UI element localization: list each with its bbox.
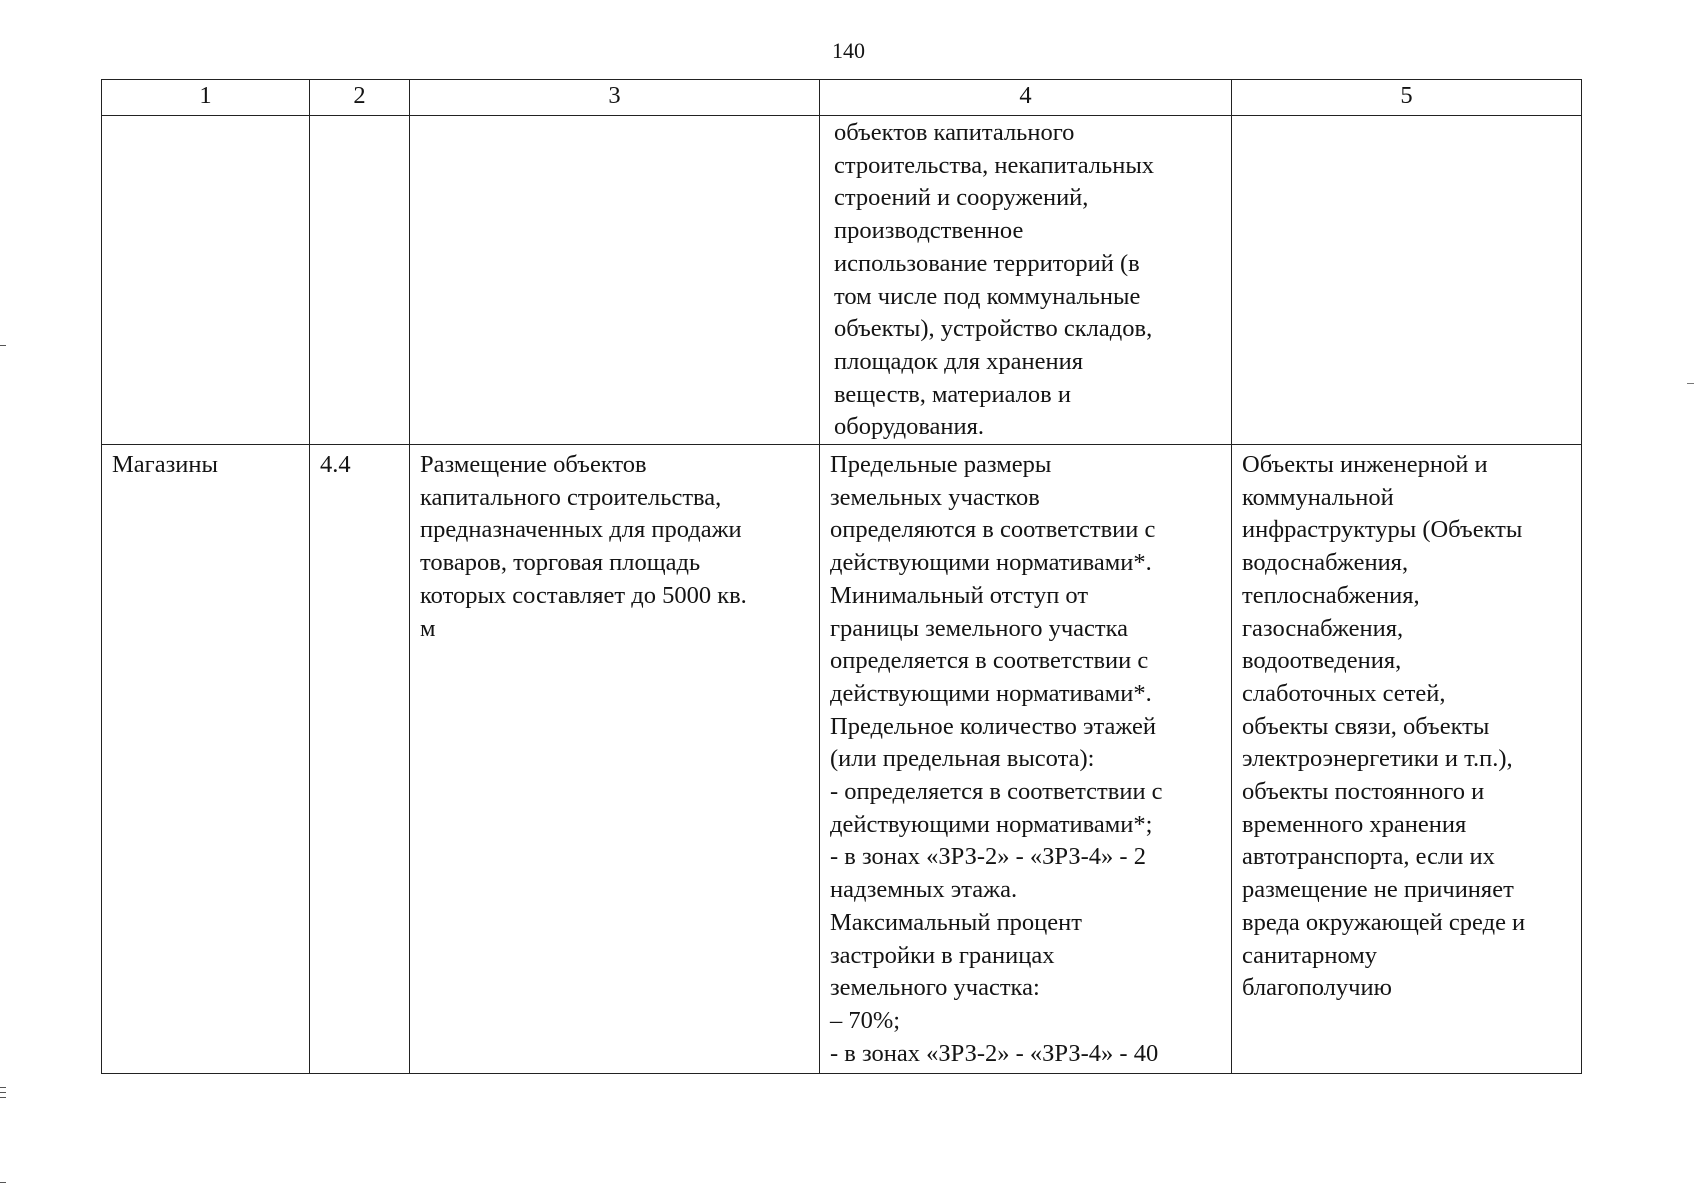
text-line: земельных участков [830,483,1040,511]
text-line: веществ, материалов и [834,380,1071,408]
text-line: коммунальной [1242,483,1394,511]
page-number: 140 [832,38,865,63]
header-row [102,80,1582,116]
header-col-4: 4 [820,80,1232,116]
text-line: том числе под коммунальные [834,282,1141,310]
text-line: - в зонах «ЗРЗ-2» - «ЗРЗ-4» - 40 [830,1039,1159,1067]
continuation-cell-5 [1232,116,1582,445]
text-line: Размещение объектов [420,451,647,479]
text-line: объектов капитального [834,119,1075,146]
text-line: определяются в соответствии с [830,516,1156,544]
text-line: строений и сооружений, [834,184,1089,212]
text-line: объекты постоянного и [1242,778,1485,806]
text-line: м [420,614,436,642]
auxiliary-uses-cell [1232,445,1582,1074]
text-line: - в зонах «ЗРЗ-2» - «ЗРЗ-4» - 2 [830,843,1146,871]
text-line: площадок для хранения [834,347,1084,375]
text-line: – 70%; [830,1006,901,1034]
text-line: товаров, торговая площадь [420,549,701,577]
use-parameters-cell [820,445,1232,1074]
text-line: которых составляет до 5000 кв. [420,581,747,609]
text-line: объекты), устройство складов, [834,315,1153,343]
scan-artifact-mark [0,1087,6,1088]
text-line: инфраструктуры (Объекты [1242,516,1523,544]
continuation-cell-2 [310,116,410,445]
text-line: водоотведения, [1242,647,1402,675]
text-line: границы земельного участка [830,614,1129,642]
table-row-continuation [102,116,1582,445]
use-description-cell [410,445,820,1074]
text-line: размещение не причиняет [1242,876,1514,904]
use-name: Магазины [112,451,218,479]
continuation-parameters-cell [820,116,1232,445]
header-col-3: 3 [410,80,820,116]
text-line: действующими нормативами*. [830,549,1152,577]
text-line: застройки в границах [830,941,1055,969]
text-line: благополучию [1242,974,1392,1002]
text-line: земельного участка: [830,974,1040,1002]
use-code: 4.4 [320,451,351,479]
text-line: вреда окружающей среде и [1242,908,1526,936]
table-row-shops [102,445,1582,1074]
text-line: действующими нормативами*; [830,810,1153,838]
scan-artifact-mark [0,1092,6,1093]
text-line: оборудования. [834,413,985,441]
text-line: электроэнергетики и т.п.), [1242,745,1513,773]
text-line: предназначенных для продажи [420,516,742,544]
text-line: (или предельная высота): [830,745,1095,773]
text-line: капитального строительства, [420,483,722,511]
text-line: объекты связи, объекты [1242,712,1490,740]
text-line: Максимальный процент [830,908,1082,936]
text-line: слаботочных сетей, [1242,679,1446,707]
text-line: санитарному [1242,941,1378,969]
text-line: газоснабжения, [1242,614,1404,642]
text-line: Предельные размеры [830,451,1052,479]
text-line: действующими нормативами*. [830,679,1152,707]
text-line: теплоснабжения, [1242,581,1420,609]
text-line: - определяется в соответствии с [830,778,1163,806]
text-line: Предельное количество этажей [830,712,1156,740]
text-line: использование территорий (в [834,249,1140,277]
continuation-cell-3 [410,116,820,445]
text-line: Объекты инженерной и [1242,451,1488,479]
scan-artifact-mark [0,1097,6,1098]
use-code-cell [310,445,410,1074]
text-line: водоснабжения, [1242,549,1409,577]
header-col-1: 1 [102,80,310,116]
continuation-cell-1 [102,116,310,445]
scan-artifact-mark [0,1182,6,1183]
text-line: производственное [834,217,1024,245]
text-line: временного хранения [1242,810,1467,838]
header-col-5: 5 [1232,80,1582,116]
scan-artifact-mark [1687,383,1694,384]
land-use-table [101,79,1582,1074]
text-line: Минимальный отступ от [830,581,1089,609]
text-line: строительства, некапитальных [834,151,1155,179]
scan-artifact-mark [0,345,6,346]
text-line: автотранспорта, если их [1242,843,1495,871]
header-col-2: 2 [310,80,410,116]
text-line: определяется в соответствии с [830,647,1149,675]
text-line: надземных этажа. [830,876,1018,904]
use-name-cell [102,445,310,1074]
